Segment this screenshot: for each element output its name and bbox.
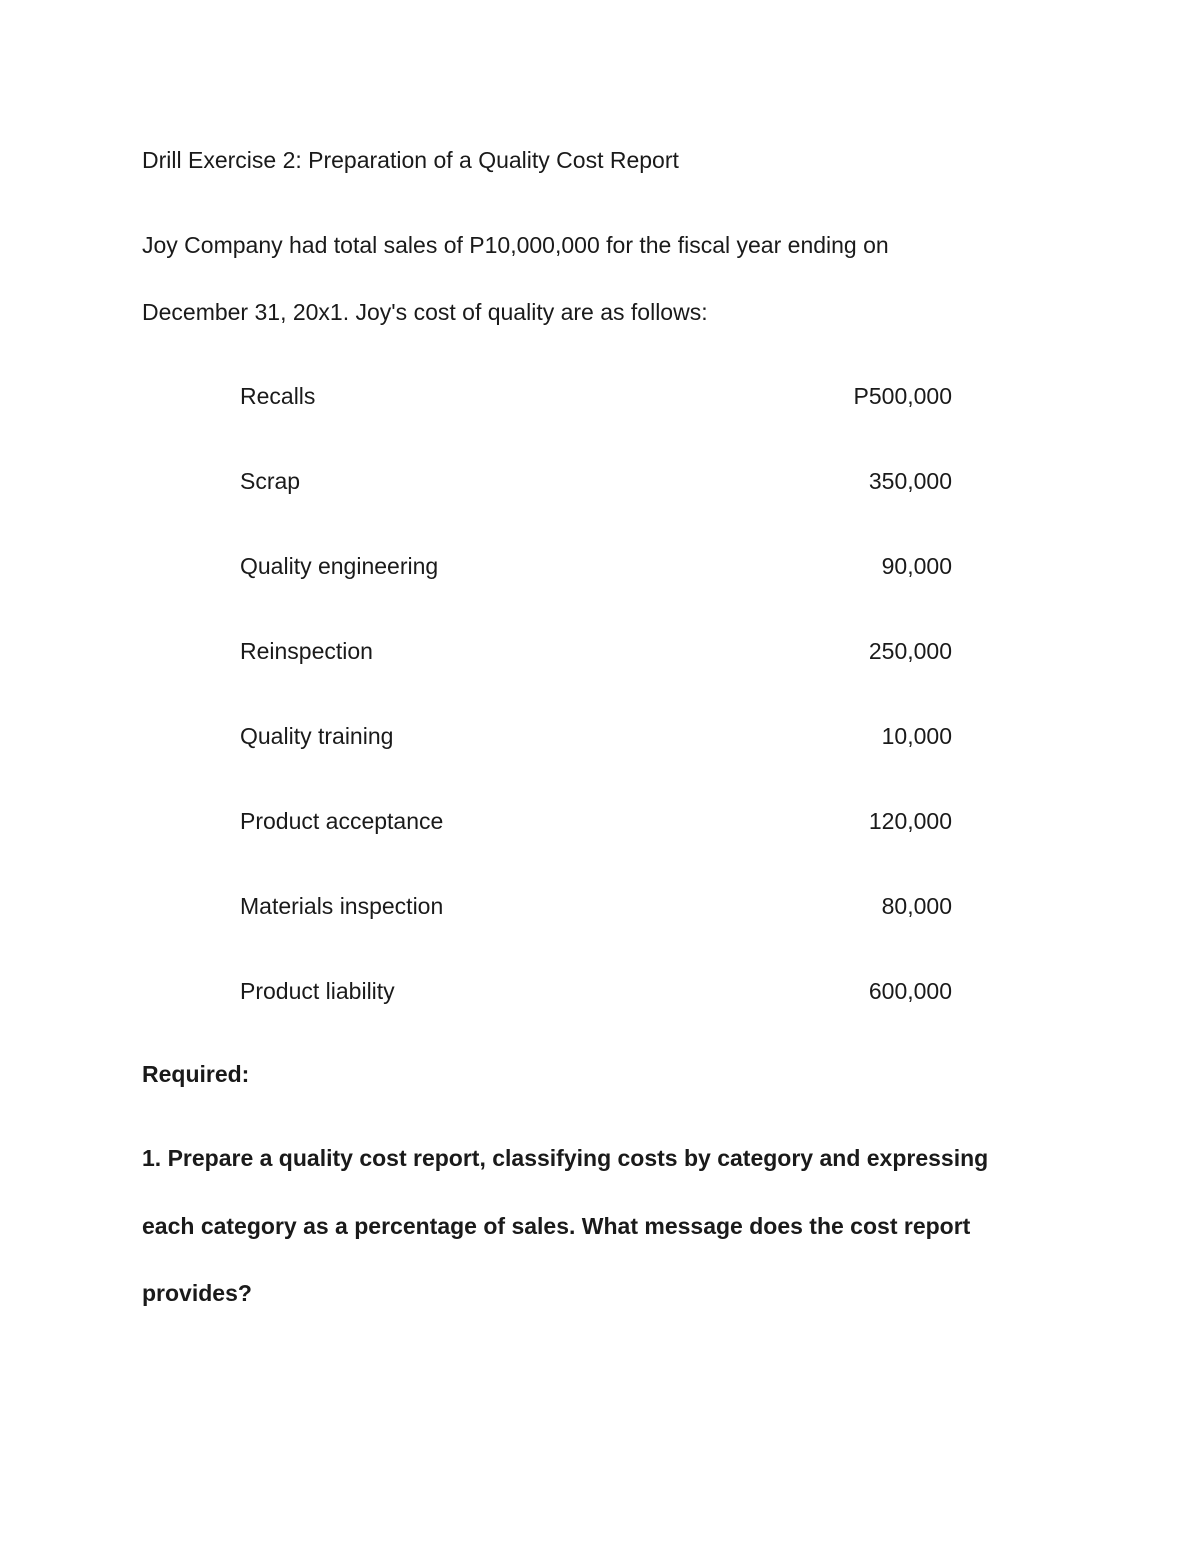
cost-label: Product liability [240, 978, 395, 1004]
intro-text-line-2: December 31, 20x1. Joy's cost of quality are as follows: [142, 299, 708, 325]
cost-row [240, 466, 952, 551]
cost-value: 10,000 [881, 723, 952, 749]
cost-row [240, 721, 952, 806]
cost-label: Quality engineering [240, 553, 439, 579]
cost-row [240, 381, 952, 466]
cost-row [240, 806, 952, 891]
cost-label: Scrap [240, 468, 301, 494]
cost-value: 600,000 [868, 978, 952, 1004]
cost-row [240, 636, 952, 721]
required-heading: Required: [142, 1061, 250, 1087]
cost-label: Reinspection [240, 638, 373, 664]
cost-value: 350,000 [868, 468, 952, 494]
cost-value: 90,000 [881, 553, 952, 579]
cost-row [240, 551, 952, 636]
cost-label: Materials inspection [240, 893, 444, 919]
cost-row [240, 976, 952, 1061]
requirement-line-3: provides? [142, 1280, 252, 1306]
intro-text-line-1: Joy Company had total sales of P10,000,000 for the fiscal year ending on [142, 232, 889, 258]
cost-value: 120,000 [868, 808, 952, 834]
document-title: Drill Exercise 2: Preparation of a Quality Cost Report [142, 147, 679, 173]
cost-value: 80,000 [881, 893, 952, 919]
cost-value: P500,000 [853, 383, 952, 409]
cost-label: Recalls [240, 383, 316, 409]
quality-cost-list [240, 381, 952, 1061]
cost-label: Product acceptance [240, 808, 444, 834]
requirement-line-2: each category as a percentage of sales. What message does the cost report [142, 1213, 971, 1239]
requirement-line-1: 1. Prepare a quality cost report, classifying costs by category and expressing [142, 1145, 989, 1171]
cost-label: Quality training [240, 723, 394, 749]
cost-row [240, 891, 952, 976]
cost-value: 250,000 [868, 638, 952, 664]
